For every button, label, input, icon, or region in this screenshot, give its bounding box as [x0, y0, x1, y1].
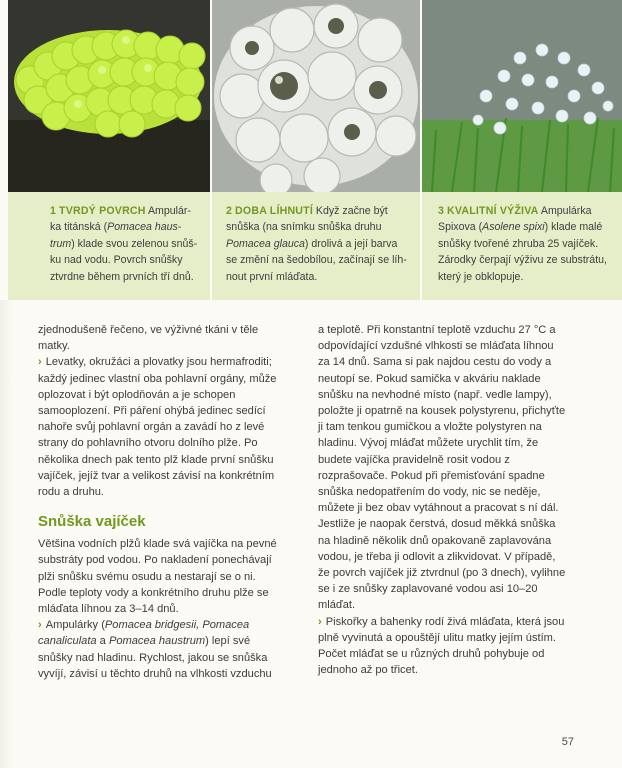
- bullet-text: Piskořky a bahenky rodí živá mláďata, která jsou plně vyvinutá a opouštějí ulitu matky jejím ústím. Počet mláďat se u různých druhů pohybuje od jednoho až po třicet.: [318, 615, 565, 677]
- bullet-text: Levatky, okružáci a plovatky jsou hermafroditi; každý jedinec vlastní oba pohlavní orgány, může oplozovat i být oplodňován a je schopen samooplození. Při páření ohýbá jedinec sedící nahoře svůj pohlavní orgán a zavádí ho z levé strany do pohlavního otvoru dolního plže. Po několika dnech pak tento plž klade první snůšku vajíček, jejíž tvar a velikost závisí na konkrétním rodu a druhu.: [38, 356, 277, 499]
- caption-1-pre: Ampulár-ka titánská (: [50, 205, 191, 234]
- caption-1-species: Pomacea haus-trum: [50, 221, 182, 250]
- caption-2-pre: Když začne být snůška (na snímku snůška druhu: [226, 205, 388, 234]
- caption-2-post: ) drolivá a její barva se změní na šedobílou, začínají se líh-nout první mláďata.: [226, 237, 407, 283]
- chevron-bullet-icon: ›: [38, 619, 42, 632]
- caption-3-number: 3: [438, 205, 445, 217]
- caption-3-text: [438, 203, 614, 285]
- species-name: Pomacea haustrum: [108, 635, 206, 648]
- caption-3-species: Asolene spixi: [482, 221, 545, 234]
- photo-grey-egg-clutch: [212, 0, 420, 192]
- caption-2-species: Pomacea glauca: [226, 237, 305, 250]
- page-number: 57: [561, 736, 574, 748]
- caption-box-1: [8, 192, 210, 300]
- caption-1-title: TVRDÝ POVRCH: [59, 205, 146, 217]
- caption-2-title: DOBA LÍHNUTÍ: [235, 205, 313, 217]
- caption-2-number: 2: [226, 205, 233, 217]
- page-gutter-shadow: [0, 300, 14, 768]
- species-names: Pomacea bridgesii, Pomacea canaliculata: [38, 619, 250, 648]
- bullet-pre: Ampulárky (: [45, 619, 105, 632]
- caption-box-2: [212, 192, 420, 300]
- caption-row: [8, 192, 622, 300]
- caption-3-title: KVALITNÍ VÝŽIVA: [447, 205, 539, 217]
- bullet-post: ) lepí své snůšky nad hladinu. Rychlost, jakou se snůška vyvíjí, závisí u těchto druhů na vlhkosti vzduchu: [38, 635, 272, 680]
- bullet-mid: a: [96, 635, 109, 648]
- caption-3-pre: Ampulárka Spixova (: [438, 205, 592, 234]
- chevron-bullet-icon: ›: [318, 615, 322, 628]
- caption-2-text: [226, 203, 408, 285]
- section-heading: Snůška vajíček: [38, 513, 146, 531]
- text-column-left: [38, 322, 278, 682]
- chevron-bullet-icon: ›: [38, 356, 42, 369]
- photo-small-eggs-on-moss: [422, 0, 622, 192]
- text-column-right: [318, 322, 568, 678]
- caption-1-text: [50, 203, 202, 285]
- caption-box-3: [422, 192, 622, 300]
- bullet-paragraph-hermaphrodites: [38, 354, 278, 500]
- photo-strip: [0, 0, 622, 192]
- paragraph-egg-laying: Většina vodních plžů klade svá vajíčka na pevné substráty pod vodou. Po nakladení ponechávají plži snůšku svému osudu a nestarají se o ni. Podle teploty vody a konkrétního druhu plže se mláďata líhnou za 3–14 dnů.: [38, 538, 277, 616]
- bullet-paragraph-ampullaria: [38, 617, 278, 682]
- photo-green-egg-clutch: [8, 0, 210, 192]
- paragraph-continuation: a teplotě. Při konstantní teplotě vzduchu 27 °C a odpovídající vzdušné vlhkosti se mláďata líhnou za 14 dnů. Sama si pak najdou cestu do vody a neutopí se. Pokud samička v akváriu naklade snůšku na nevhodné místo (např. vedle lampy), položte ji opatrně na kousek polystyrenu, přichyťte ji tam tenkou gumičkou a vložte polystyren na hladinu. Vývoj mláďat můžete urychlit tím, že budete vajíčka pravidelně rosit vodou z rozprašovače. Pokud při přemisťování spadne snůška nedopatřením do vody, nic se neděje, můžete ji bez obav vytáhnout a pracovat s ní dál. Jestliže je naopak čerstvá, dosud měkká snůška na hladině několik dnů opakovaně zaplavována vodou, je třeba ji odlovit a zlikvidovat. V případě, že povrch vajíček již ztvrdnul (po 3 dnech), vylihne se i ze snůšky zaplavované vodou asi 10–20 mláďat.: [318, 324, 566, 612]
- intro-paragraph: zjednodušeně řečeno, ve výživné tkáni v těle matky.: [38, 324, 259, 353]
- bullet-paragraph-livebearers: [318, 614, 568, 679]
- caption-1-post: ) klade svou zelenou snůš-ku nad vodu. Povrch snůšky ztvrdne během prvních tří dnů.: [50, 237, 198, 283]
- caption-1-number: 1: [50, 205, 57, 217]
- caption-3-post: ) klade malé snůšky tvořené zhruba 25 vajíček. Zárodky čerpají výživu ze substrátu, který je obklopuje.: [438, 221, 607, 283]
